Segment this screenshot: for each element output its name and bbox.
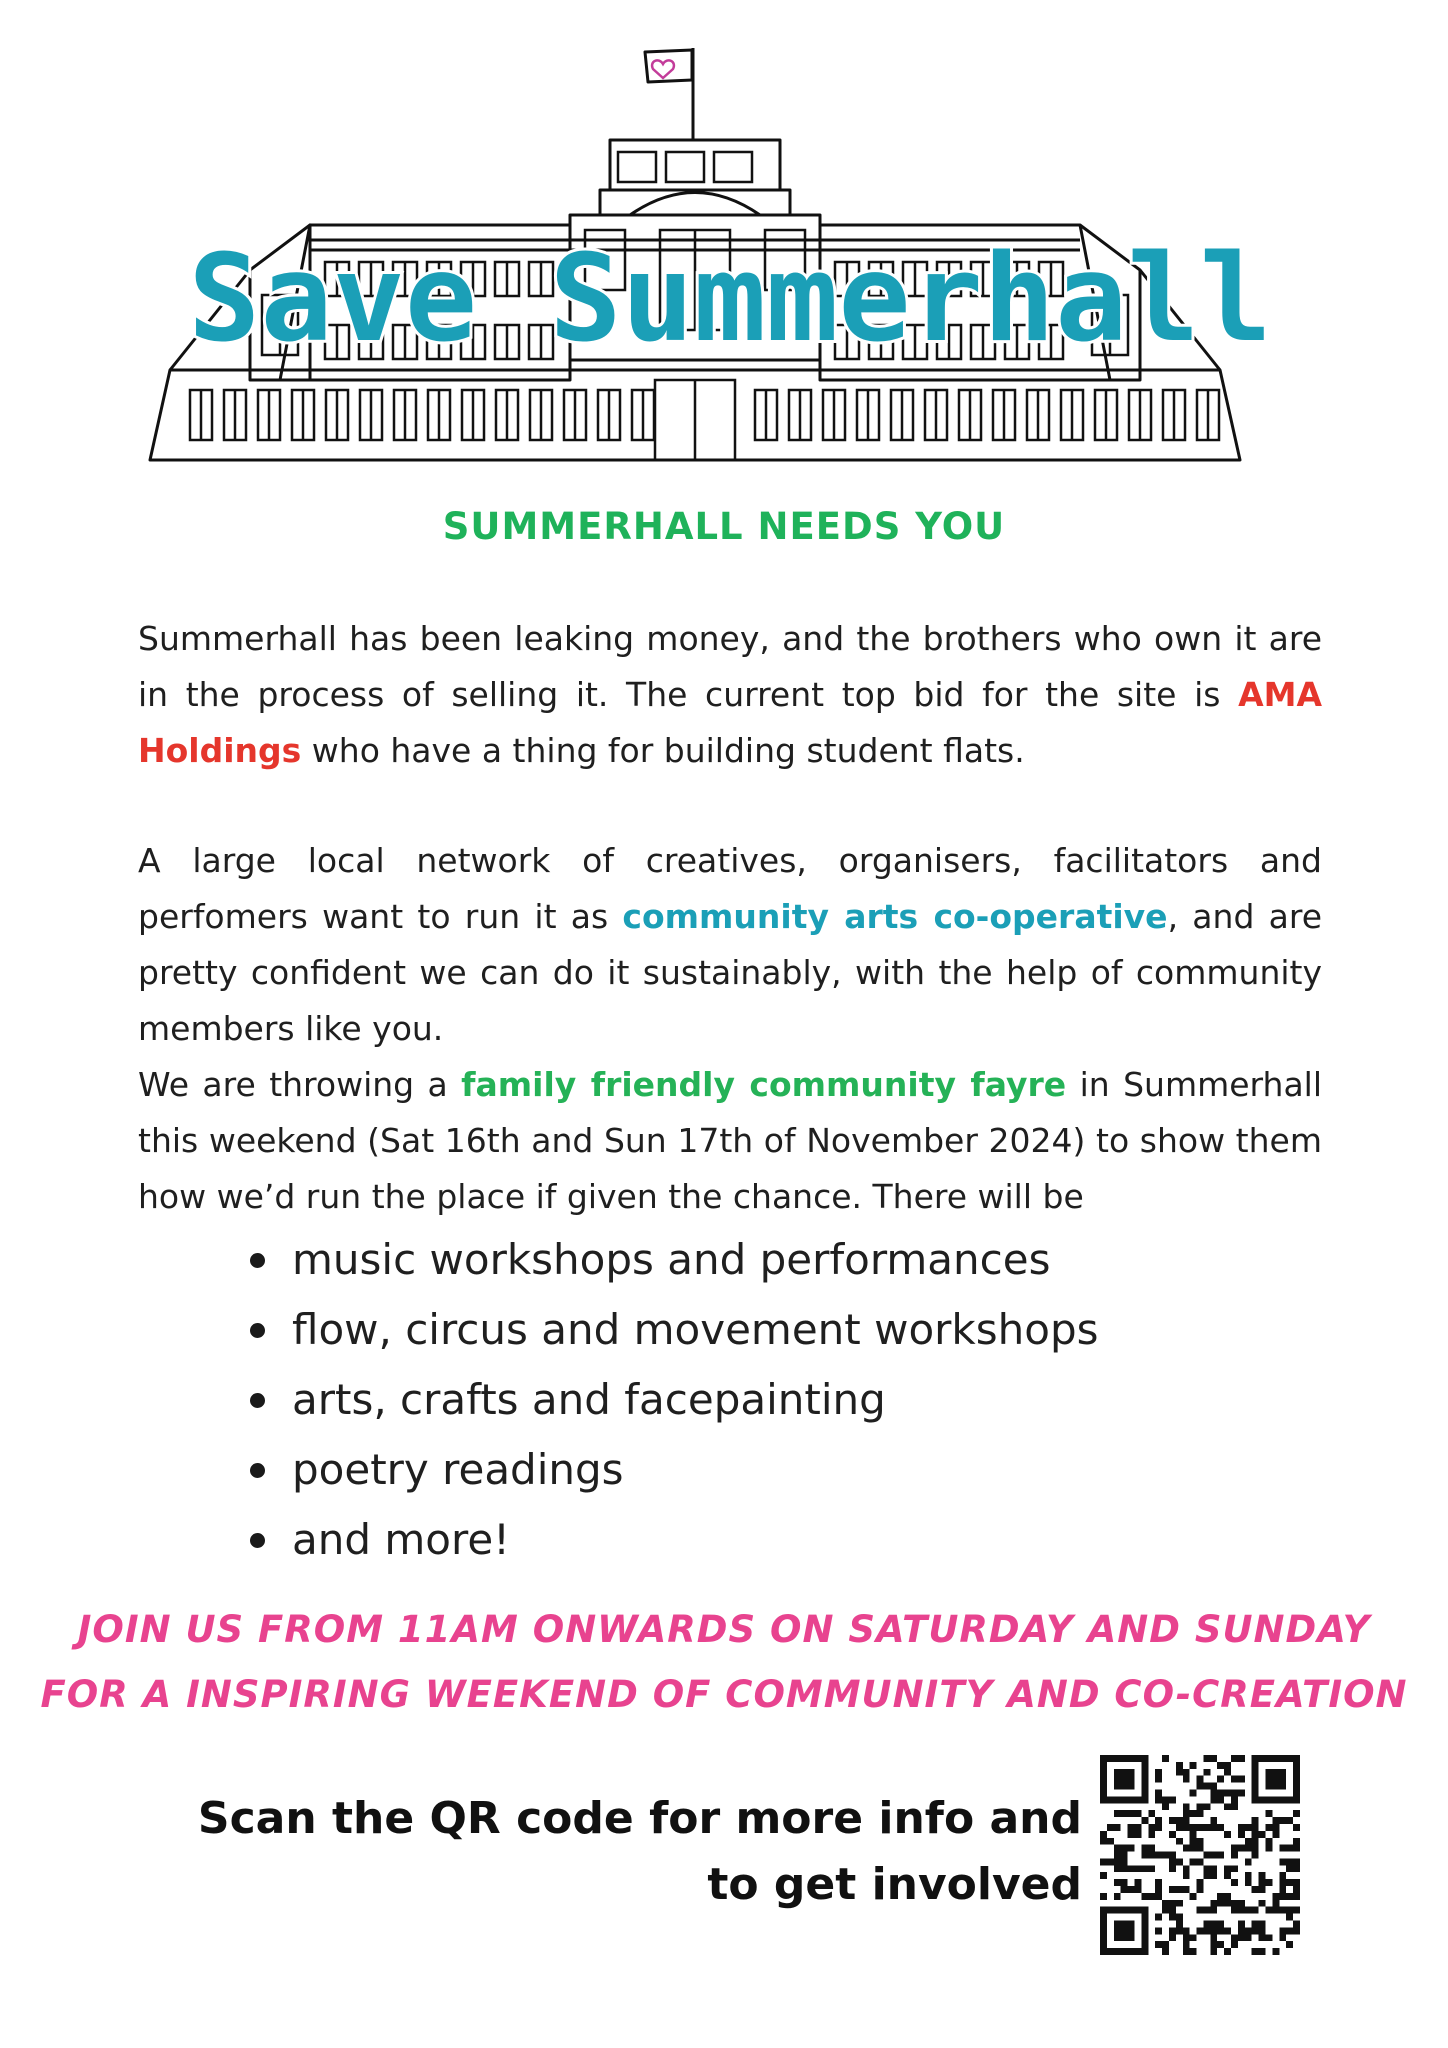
p2-text-start: A large local network of creatives, organisers, facilitators and perfomers want to run it as bbox=[138, 841, 1322, 936]
qr-instructions-line-2: to get involved bbox=[707, 1859, 1082, 1910]
list-item-label: arts, crafts and facepainting bbox=[292, 1375, 886, 1424]
qr-instructions bbox=[182, 1786, 1082, 1918]
bullet-icon bbox=[250, 1323, 265, 1338]
list-item bbox=[250, 1365, 1099, 1435]
p3-text-start: We are throwing a bbox=[138, 1065, 462, 1104]
cta-line-2: FOR A INSPIRING WEEKEND OF COMMUNITY AND CO-CREATION bbox=[40, 1673, 1408, 1716]
intro-paragraph-1 bbox=[138, 611, 1322, 779]
co-operative-highlight: community arts co-operative bbox=[622, 897, 1168, 936]
p3-text-end: in Summerhall this weekend (Sat 16th and Sun 17th of November 2024) to show them how we’d run the place if given the chance. There will be bbox=[138, 1065, 1322, 1216]
list-item bbox=[250, 1435, 1099, 1505]
qr-code-icon[interactable] bbox=[1100, 1755, 1300, 1955]
list-item bbox=[250, 1505, 1099, 1575]
ama-holdings-highlight: AMA Holdings bbox=[138, 675, 1322, 770]
p2-text-end: , and are pretty confident we can do it sustainably, with the help of community members like you. bbox=[138, 897, 1323, 1048]
list-item bbox=[250, 1295, 1099, 1365]
bullet-icon bbox=[250, 1533, 265, 1548]
activities-list bbox=[250, 1225, 1099, 1575]
summerhall-building-drawing bbox=[130, 40, 1330, 480]
list-item-label: flow, circus and movement workshops bbox=[292, 1305, 1099, 1354]
list-item-label: poetry readings bbox=[292, 1445, 624, 1494]
bullet-icon bbox=[250, 1393, 265, 1408]
cta-line-1: JOIN US FROM 11AM ONWARDS ON SATURDAY AND SUNDAY bbox=[77, 1608, 1371, 1651]
qr-code-graphic bbox=[1100, 1755, 1300, 1955]
bullet-icon bbox=[250, 1463, 265, 1478]
p1-text-end: who have a thing for building student flats. bbox=[301, 731, 1025, 770]
p1-text-start: Summerhall has been leaking money, and the brothers who own it are in the process of selling it. The current top bid for the site is bbox=[138, 619, 1322, 714]
poster-title: Save Summerhall bbox=[188, 230, 1272, 369]
bullet-icon bbox=[250, 1253, 265, 1268]
hero-illustration bbox=[130, 40, 1330, 480]
intro-paragraph-3 bbox=[138, 1057, 1322, 1225]
fayre-highlight: family friendly community fayre bbox=[461, 1065, 1067, 1104]
qr-instructions-line-1: Scan the QR code for more info and bbox=[197, 1793, 1082, 1844]
list-item-label: music workshops and performances bbox=[292, 1235, 1051, 1284]
section-heading: SUMMERHALL NEEDS YOU bbox=[442, 505, 1006, 548]
intro-paragraph-2 bbox=[138, 833, 1322, 1057]
list-item bbox=[250, 1225, 1099, 1295]
list-item-label: and more! bbox=[292, 1515, 510, 1564]
